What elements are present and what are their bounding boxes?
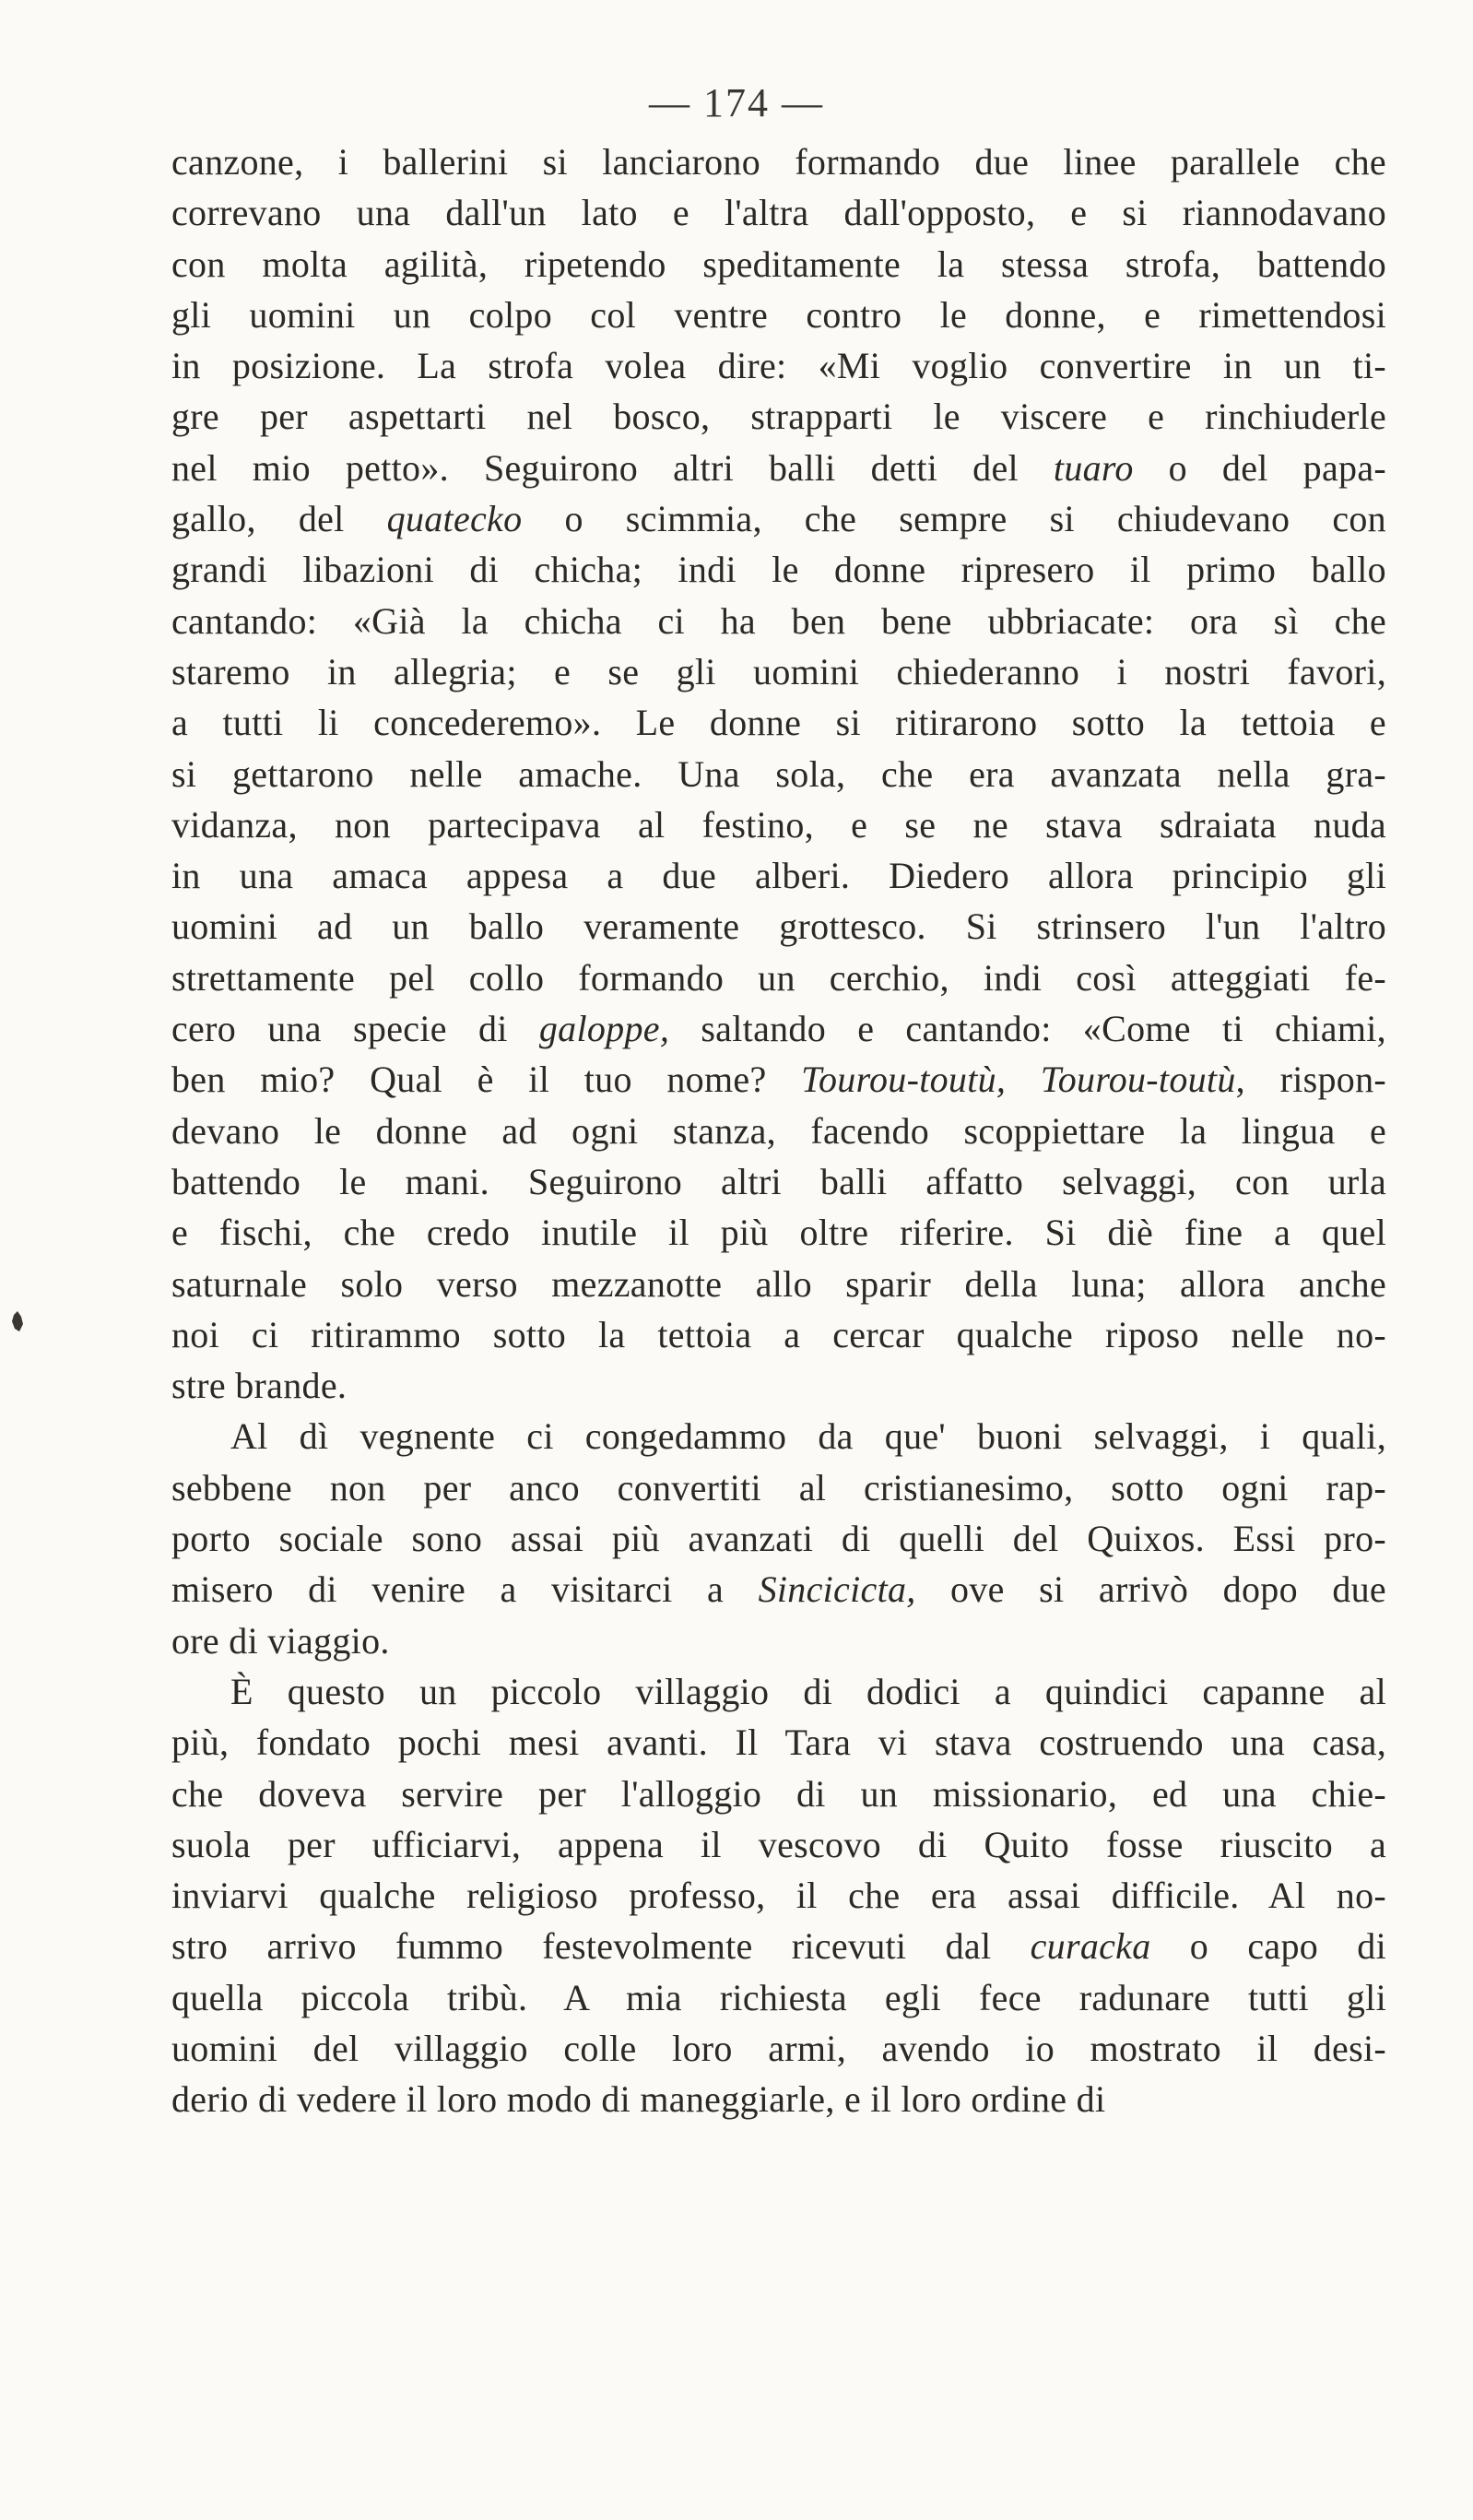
text-line	[171, 1003, 1386, 1054]
italic-term: curacka	[1030, 1925, 1151, 1968]
text-line	[171, 136, 1386, 187]
italic-term: Sincicicta,	[758, 1568, 916, 1611]
text-segment: gli uomini un colpo col ventre contro le donne, e rimettendosi	[171, 293, 1386, 336]
text-line	[171, 901, 1386, 952]
text-line	[171, 1207, 1386, 1258]
text-line	[171, 493, 1386, 544]
text-segment: uomini ad un ballo veramente grottesco. Si strinsero l'un l'altro	[171, 905, 1386, 948]
text-line	[171, 2074, 1386, 2124]
text-segment: saltando e cantando: «Come ti chiami,	[669, 1008, 1386, 1050]
text-line	[171, 646, 1386, 697]
text-segment: in posizione. La strofa volea dire: «Mi voglio convertire in un ti-	[171, 345, 1386, 387]
italic-term: galoppe,	[538, 1008, 670, 1050]
text-segment: grandi libazioni di chicha; indi le donne ripresero il primo ballo	[171, 549, 1386, 591]
text-line	[171, 1054, 1386, 1105]
text-line	[171, 850, 1386, 901]
text-segment: stre brande.	[171, 1365, 348, 1407]
page-number: — 174 —	[649, 80, 824, 125]
text-segment: uomini del villaggio colle loro armi, avendo io mostrato il desi-	[171, 2027, 1386, 2069]
ink-blot-mark	[11, 1311, 24, 1331]
text-line	[171, 443, 1386, 493]
text-line	[171, 239, 1386, 290]
text-line	[171, 1513, 1386, 1564]
text-segment: , rispon-	[1235, 1059, 1386, 1101]
text-segment: nel mio petto». Seguirono altri balli detti del	[171, 446, 1054, 489]
text-segment: ben mio? Qual è il tuo nome?	[171, 1059, 802, 1101]
text-segment: noi ci ritirammo sotto la tettoia a cercar qualche riposo nelle no-	[171, 1313, 1386, 1355]
text-line	[171, 596, 1386, 646]
text-line	[171, 749, 1386, 799]
text-segment: porto sociale sono assai più avanzati di quelli del Quixos. Essi pro-	[171, 1518, 1386, 1560]
text-segment: ore di viaggio.	[171, 1619, 390, 1662]
text-segment: con molta agilità, ripetendo speditamente la stessa strofa, battendo	[171, 243, 1386, 285]
text-segment: o del papa-	[1133, 446, 1386, 489]
text-line	[171, 1360, 1386, 1411]
text-line	[171, 1564, 1386, 1615]
text-line	[171, 1870, 1386, 1921]
body-text	[171, 136, 1386, 2125]
text-line	[171, 1411, 1386, 1461]
text-line	[171, 391, 1386, 442]
text-line	[171, 2023, 1386, 2074]
text-segment: che doveva servire per l'alloggio di un missionario, ed una chie-	[171, 1772, 1386, 1815]
text-line	[171, 1462, 1386, 1513]
text-line	[171, 1615, 1386, 1666]
text-segment: stro arrivo fummo festevolmente ricevuti dal	[171, 1925, 1031, 1968]
text-line	[171, 697, 1386, 748]
text-segment: saturnale solo verso mezzanotte allo sparir della luna; allora anche	[171, 1262, 1386, 1305]
text-segment: strettamente pel collo formando un cerchio, indi così atteggiati fe-	[171, 956, 1386, 999]
text-segment: quella piccola tribù. A mia richiesta egli fece radunare tutti gli	[171, 1976, 1386, 2018]
text-segment: È questo un piccolo villaggio di dodici a quindici capanne al	[230, 1670, 1386, 1712]
text-segment: più, fondato pochi mesi avanti. Il Tara vi stava costruendo una casa,	[171, 1721, 1386, 1764]
text-line	[171, 1106, 1386, 1156]
text-segment: o capo di	[1150, 1925, 1386, 1968]
text-line	[171, 1259, 1386, 1309]
text-segment: derio di vedere il loro modo di maneggiarle, e il loro ordine di	[171, 2078, 1106, 2121]
text-segment: inviarvi qualche religioso professo, il che era assai difficile. Al no-	[171, 1875, 1386, 1917]
text-segment: cero una specie di	[171, 1008, 539, 1050]
text-segment: cantando: «Già la chicha ci ha ben bene ubbriacate: ora sì che	[171, 599, 1386, 642]
text-segment: o scimmia, che sempre si chiudevano con	[522, 498, 1386, 540]
italic-term: Tourou-toutù, Tourou-toutù	[801, 1059, 1236, 1101]
text-segment: correvano una dall'un lato e l'altra dall'opposto, e si riannodavano	[171, 192, 1386, 234]
text-line	[171, 340, 1386, 391]
text-line	[171, 1717, 1386, 1768]
text-line	[171, 1309, 1386, 1360]
text-line	[171, 187, 1386, 238]
text-line	[171, 544, 1386, 595]
text-line	[171, 1769, 1386, 1819]
text-line	[171, 1921, 1386, 1971]
text-segment: gallo, del	[171, 498, 387, 540]
text-segment: vidanza, non partecipava al festino, e se ne stava sdraiata nuda	[171, 803, 1386, 846]
text-line	[171, 1972, 1386, 2023]
text-line	[171, 1666, 1386, 1717]
italic-term: quatecko	[386, 498, 523, 540]
italic-term: tuaro	[1053, 446, 1134, 489]
text-segment: gre per aspettarti nel bosco, strapparti le viscere e rinchiuderle	[171, 396, 1386, 438]
text-segment: battendo le mani. Seguirono altri balli affatto selvaggi, con urla	[171, 1160, 1386, 1202]
text-segment: misero di venire a visitarci a	[171, 1568, 759, 1611]
text-segment: staremo in allegria; e se gli uomini chiederanno i nostri favori,	[171, 650, 1386, 692]
text-segment: a tutti li concederemo». Le donne si ritirarono sotto la tettoia e	[171, 702, 1386, 744]
text-segment: ove si arrivò dopo due	[915, 1568, 1386, 1611]
text-segment: si gettarono nelle amache. Una sola, che era avanzata nella gra-	[171, 752, 1386, 795]
text-segment: e fischi, che credo inutile il più oltre riferire. Si diè fine a quel	[171, 1212, 1386, 1254]
text-segment: Al dì vegnente ci congedammo da que' buoni selvaggi, i quali,	[230, 1415, 1386, 1458]
text-line	[171, 1819, 1386, 1870]
text-segment: canzone, i ballerini si lanciarono formando due linee parallele che	[171, 141, 1386, 183]
text-line	[171, 799, 1386, 850]
text-segment: in una amaca appesa a due alberi. Diedero allora principio gli	[171, 855, 1386, 897]
text-segment: devano le donne ad ogni stanza, facendo scoppiettare la lingua e	[171, 1109, 1386, 1152]
text-segment: sebbene non per anco convertiti al cristianesimo, sotto ogni rap-	[171, 1466, 1386, 1508]
text-segment: suola per ufficiarvi, appena il vescovo di Quito fosse riuscito a	[171, 1823, 1386, 1865]
text-line	[171, 952, 1386, 1003]
text-line	[171, 290, 1386, 340]
text-line	[171, 1156, 1386, 1207]
